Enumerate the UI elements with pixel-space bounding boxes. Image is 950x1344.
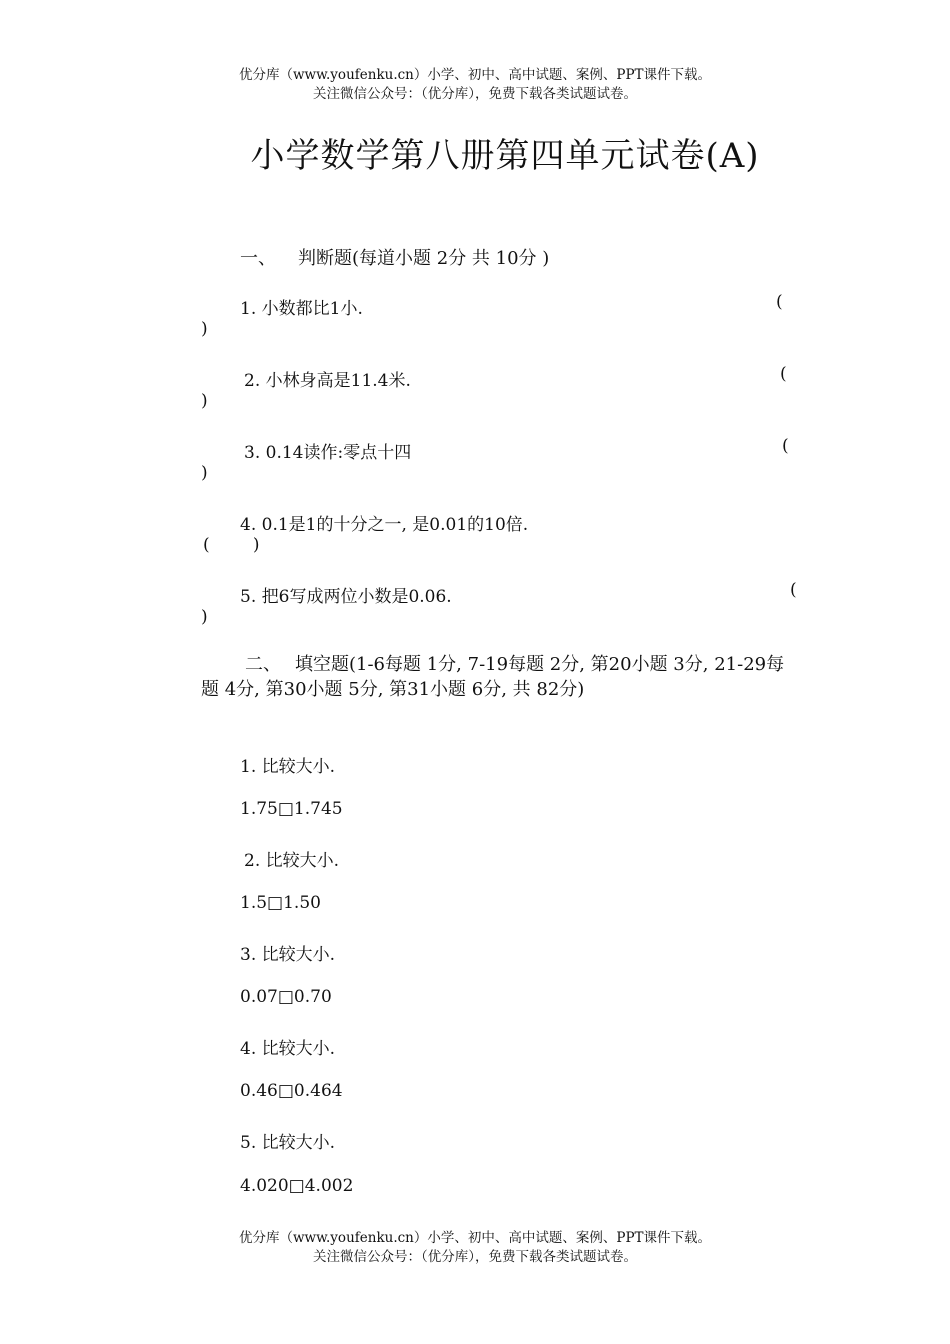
fill-question-5-expression: 4.020□4.002 (240, 1176, 354, 1196)
answer-paren-open-5: ( (790, 580, 797, 600)
section-1-title: 判断题(每道小题 2分 共 10分 ) (298, 248, 550, 269)
fill-question-5-prompt: 5. 比较大小. (240, 1133, 336, 1153)
judge-question-2: 2. 小林身高是11.4米. (244, 371, 411, 391)
fill-question-1-prompt: 1. 比较大小. (240, 757, 336, 777)
section-1-heading (240, 244, 549, 270)
answer-parens-4: ( ) (203, 535, 260, 555)
answer-paren-close-2: ) (201, 391, 208, 411)
answer-paren-open-3: ( (782, 436, 789, 456)
page-header (0, 66, 950, 104)
page-title: 小学数学第八册第四单元试卷(A) (250, 136, 760, 176)
answer-paren-close-1: ) (201, 319, 208, 339)
judge-question-4: 4. 0.1是1的十分之一, 是0.01的10倍. (240, 515, 529, 535)
fill-question-2-prompt: 2. 比较大小. (244, 851, 340, 871)
fill-question-4-expression: 0.46□0.464 (240, 1081, 343, 1101)
section-2-number: 二、 (245, 654, 281, 675)
answer-paren-close-3: ) (201, 463, 208, 483)
header-line-1: 优分库（www.youfenku.cn）小学、初中、高中试题、案例、PPT课件下载。 (238, 67, 712, 83)
footer-line-1: 优分库（www.youfenku.cn）小学、初中、高中试题、案例、PPT课件下载。 (238, 1230, 712, 1246)
section-1-number: 一、 (240, 248, 276, 269)
answer-paren-close-5: ) (201, 607, 208, 627)
answer-paren-open-2: ( (780, 364, 787, 384)
judge-question-1: 1. 小数都比1小. (240, 299, 363, 319)
fill-question-2-expression: 1.5□1.50 (240, 893, 321, 913)
judge-question-3: 3. 0.14读作:零点十四 (244, 443, 412, 463)
section-2-title: 填空题(1-6每题 1分, 7-19每题 2分, 第20小题 3分, 21-29每题 4分, 第30小题 5分, 第31小题 6分, 共 82分) (201, 654, 785, 700)
judge-question-5: 5. 把6写成两位小数是0.06. (240, 587, 452, 607)
footer-line-2: 关注微信公众号：（优分库），免费下载各类试题试卷。 (313, 1249, 637, 1265)
answer-paren-open-1: ( (776, 292, 783, 312)
fill-question-3-prompt: 3. 比较大小. (240, 945, 336, 965)
fill-question-4-prompt: 4. 比较大小. (240, 1039, 336, 1059)
section-2-heading (201, 652, 799, 702)
page-footer (0, 1229, 950, 1267)
fill-question-3-expression: 0.07□0.70 (240, 987, 332, 1007)
header-line-2: 关注微信公众号：（优分库），免费下载各类试题试卷。 (313, 86, 637, 102)
fill-question-1-expression: 1.75□1.745 (240, 799, 343, 819)
